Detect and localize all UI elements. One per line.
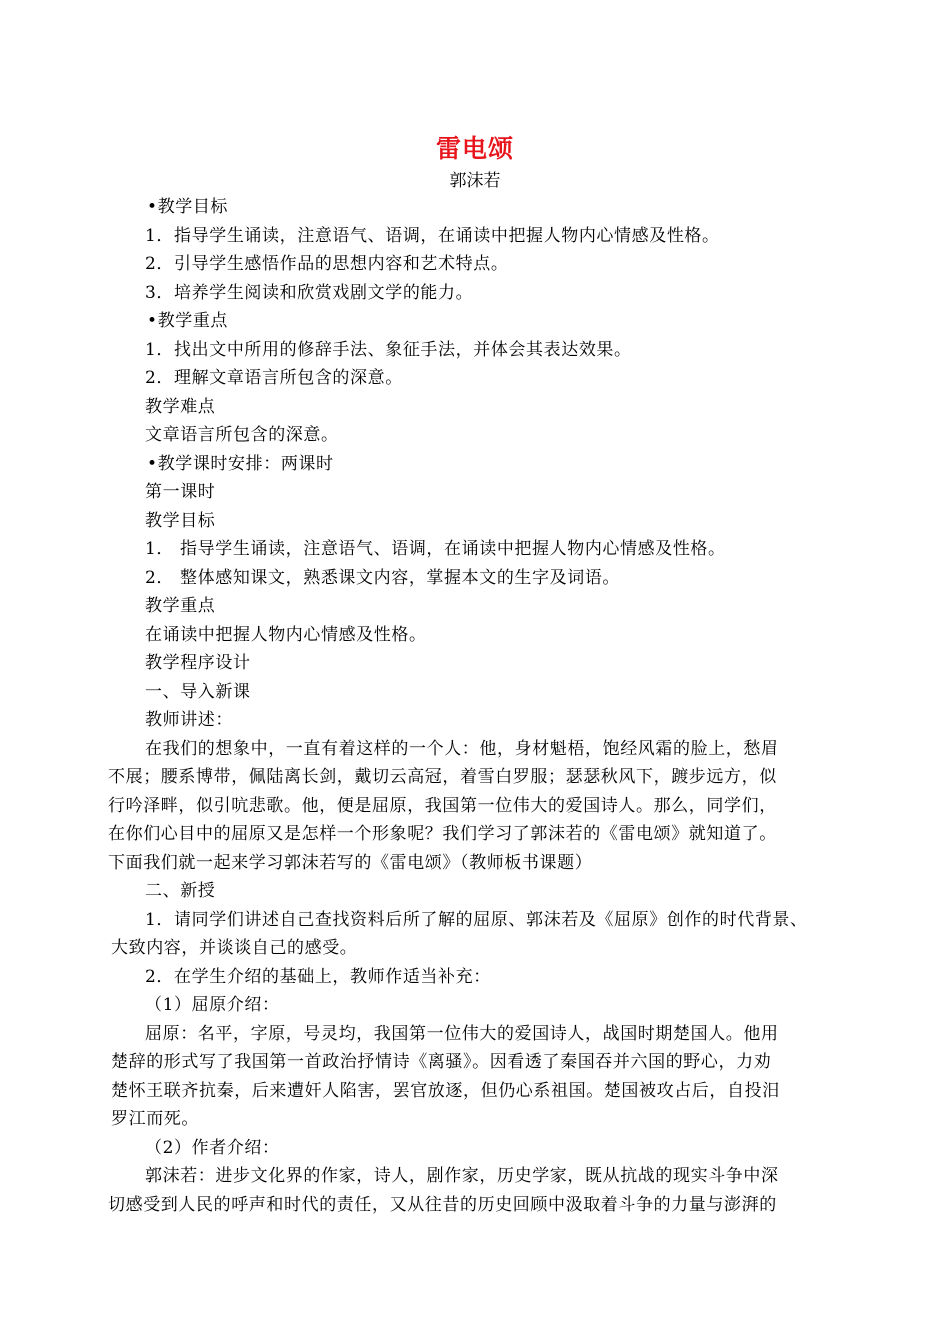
paragraph-line: 2．在学生介绍的基础上，教师作适当补充： bbox=[145, 967, 491, 987]
section-heading: 第一课时 bbox=[145, 482, 216, 502]
section-heading: 二、新授 bbox=[145, 881, 216, 901]
text-line: 1．指导学生诵读，注意语气、语调，在诵读中把握人物内心情感及性格。 bbox=[145, 226, 720, 246]
paragraph-line: 在你们心目中的屈原又是怎样一个形象呢？我们学习了郭沫若的《雷电颂》就知道了。 bbox=[108, 824, 777, 844]
document-title: 雷电颂 bbox=[435, 134, 514, 163]
section-heading: •教学课时安排：两课时 bbox=[147, 454, 334, 474]
section-heading: 教学重点 bbox=[145, 596, 216, 616]
text-line: 在诵读中把握人物内心情感及性格。 bbox=[145, 625, 427, 645]
paragraph-line: 切感受到人民的呼声和时代的责任，又从往昔的历史回顾中汲取着斗争的力量与澎湃的 bbox=[108, 1195, 777, 1215]
document-author: 郭沫若 bbox=[449, 171, 501, 191]
section-heading: 一、导入新课 bbox=[145, 682, 251, 702]
subsection-heading: （2）作者介绍： bbox=[145, 1138, 280, 1158]
section-heading: 教学目标 bbox=[145, 511, 216, 531]
text-line: 2．理解文章语言所包含的深意。 bbox=[145, 368, 403, 388]
paragraph-line: 楚怀王联齐抗秦，后来遭奸人陷害，罢官放逐，但仍心系祖国。楚国被攻占后，自投汨 bbox=[111, 1081, 780, 1101]
paragraph-line: 屈原：名平，字原，号灵均，我国第一位伟大的爱国诗人，战国时期楚国人。他用 bbox=[145, 1024, 779, 1044]
subsection-heading: （1）屈原介绍： bbox=[145, 995, 280, 1015]
paragraph-line: 郭沫若：进步文化界的作家，诗人，剧作家，历史学家，既从抗战的现实斗争中深 bbox=[145, 1166, 779, 1186]
text-line: 教师讲述： bbox=[145, 710, 233, 730]
text-line: 2．引导学生感悟作品的思想内容和艺术特点。 bbox=[145, 254, 509, 274]
paragraph-line: 罗江而死。 bbox=[111, 1109, 199, 1129]
paragraph-line: 在我们的想象中，一直有着这样的一个人：他，身材魁梧，饱经风霜的脸上，愁眉 bbox=[145, 739, 779, 759]
paragraph-line: 不展；腰系博带，佩陆离长剑，戴切云高冠，着雪白罗服；瑟瑟秋风下，踱步远方，似 bbox=[108, 767, 777, 787]
text-line: 3．培养学生阅读和欣赏戏剧文学的能力。 bbox=[145, 283, 474, 303]
section-heading: 教学难点 bbox=[145, 397, 216, 417]
section-heading: 教学程序设计 bbox=[145, 653, 251, 673]
text-line: 1．找出文中所用的修辞手法、象征手法，并体会其表达效果。 bbox=[145, 340, 632, 360]
text-line: 1． 指导学生诵读，注意语气、语调，在诵读中把握人物内心情感及性格。 bbox=[145, 539, 726, 559]
text-line: 2． 整体感知课文，熟悉课文内容，掌握本文的生字及词语。 bbox=[145, 568, 621, 588]
text-line: 文章语言所包含的深意。 bbox=[145, 425, 339, 445]
paragraph-line: 大致内容，并谈谈自己的感受。 bbox=[111, 938, 358, 958]
paragraph-line: 下面我们就一起来学习郭沫若写的《雷电颂》（教师板书课题） bbox=[108, 853, 593, 873]
section-heading: •教学重点 bbox=[147, 311, 229, 331]
paragraph-line: 行吟泽畔，似引吭悲歌。他，便是屈原，我国第一位伟大的爱国诗人。那么，同学们， bbox=[108, 796, 777, 816]
paragraph-line: 1．请同学们讲述自己查找资料后所了解的屈原、郭沫若及《屈原》创作的时代背景、 bbox=[145, 910, 808, 930]
paragraph-line: 楚辞的形式写了我国第一首政治抒情诗《离骚》。因看透了秦国吞并六国的野心，力劝 bbox=[111, 1052, 772, 1072]
section-heading: •教学目标 bbox=[147, 197, 229, 217]
